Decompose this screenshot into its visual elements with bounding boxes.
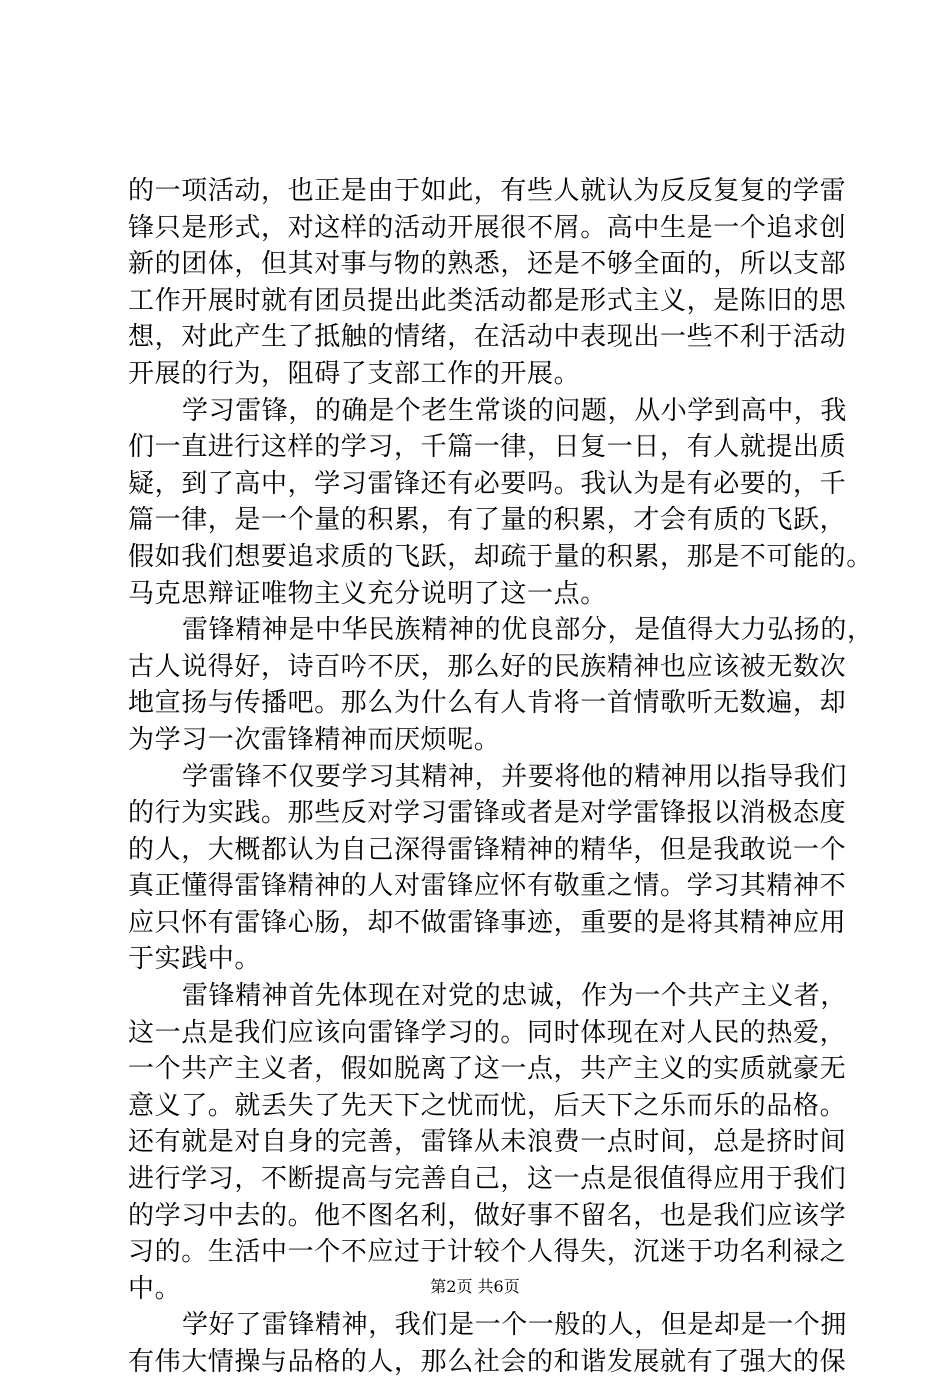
text-line: 学习雷锋，的确是个老生常谈的问题，从小学到高中，我 — [182, 395, 848, 426]
text-line: 古人说得好，诗百吟不厌，那么好的民族精神也应该被无数次 — [128, 651, 847, 682]
text-line: 一个共产主义者，假如脱离了这一点，共产主义的实质就豪无 — [128, 1054, 847, 1085]
text-line: 为学习一次雷锋精神而厌烦呢。 — [128, 724, 501, 755]
text-line: 意义了。就丢失了先天下之忧而忧，后天下之乐而乐的品格。 — [128, 1090, 847, 1121]
text-line: 工作开展时就有团员提出此类活动都是形式主义，是陈旧的思 — [128, 285, 847, 316]
text-line: 雷锋精神首先体现在对党的忠诚，作为一个共产主义者， — [182, 981, 848, 1012]
page-footer: 第2页 共6页 — [430, 1277, 520, 1296]
text-line: 中。 — [128, 1273, 182, 1304]
text-line: 篇一律，是一个量的积累，有了量的积累，才会有质的飞跃， — [128, 505, 847, 536]
text-line: 的学习中去的。他不图名利，做好事不留名，也是我们应该学 — [128, 1200, 847, 1231]
text-line: 进行学习，不断提高与完善自己，这一点是很值得应用于我们 — [128, 1164, 847, 1195]
text-line: 学雷锋不仅要学习其精神，并要将他的精神用以指导我们 — [182, 761, 848, 792]
text-line: 新的团体，但其对事与物的熟悉，还是不够全面的，所以支部 — [128, 249, 847, 280]
text-line: 马克思辩证唯物主义充分说明了这一点。 — [128, 578, 607, 609]
document-body — [128, 173, 874, 1381]
text-line: 习的。生活中一个不应过于计较个人得失，沉迷于功名利禄之 — [128, 1237, 847, 1268]
text-line: 开展的行为，阻碍了支部工作的开展。 — [128, 358, 581, 389]
text-line: 还有就是对自身的完善，雷锋从未浪费一点时间，总是挤时间 — [128, 1127, 847, 1158]
text-line: 们一直进行这样的学习，千篇一律，日复一日，有人就提出质 — [128, 432, 847, 463]
text-line: 这一点是我们应该向雷锋学习的。同时体现在对人民的热爱， — [128, 1017, 847, 1048]
text-line: 的人，大概都认为自己深得雷锋精神的精华，但是我敢说一个 — [128, 834, 847, 865]
text-line: 的一项活动，也正是由于如此，有些人就认为反反复复的学雷 — [128, 176, 847, 206]
text-line: 于实践中。 — [128, 944, 262, 975]
text-line: 锋只是形式，对这样的活动开展很不屑。高中生是一个追求创 — [128, 212, 847, 243]
text-line: 假如我们想要追求质的飞跃，却疏于量的积累，那是不可能的。 — [128, 541, 873, 572]
text-line: 学好了雷锋精神，我们是一个一般的人，但是却是一个拥 — [182, 1310, 848, 1341]
text-line: 真正懂得雷锋精神的人对雷锋应怀有敬重之情。学习其精神不 — [128, 871, 847, 902]
text-line: 地宣扬与传播吧。那么为什么有人肯将一首情歌听无数遍，却 — [128, 688, 847, 719]
text-line: 疑，到了高中，学习雷锋还有必要吗。我认为是有必要的，千 — [128, 468, 847, 499]
text-line: 想，对此产生了抵触的情绪，在活动中表现出一些不利于活动 — [128, 322, 847, 353]
text-line: 应只怀有雷锋心肠，却不做雷锋事迹，重要的是将其精神应用 — [128, 907, 847, 938]
text-line: 的行为实践。那些反对学习雷锋或者是对学雷锋报以消极态度 — [128, 798, 847, 829]
text-line: 雷锋精神是中华民族精神的优良部分，是值得大力弘扬的， — [182, 615, 874, 646]
text-line: 有伟大情操与品格的人，那么社会的和谐发展就有了强大的保 — [128, 1347, 847, 1377]
